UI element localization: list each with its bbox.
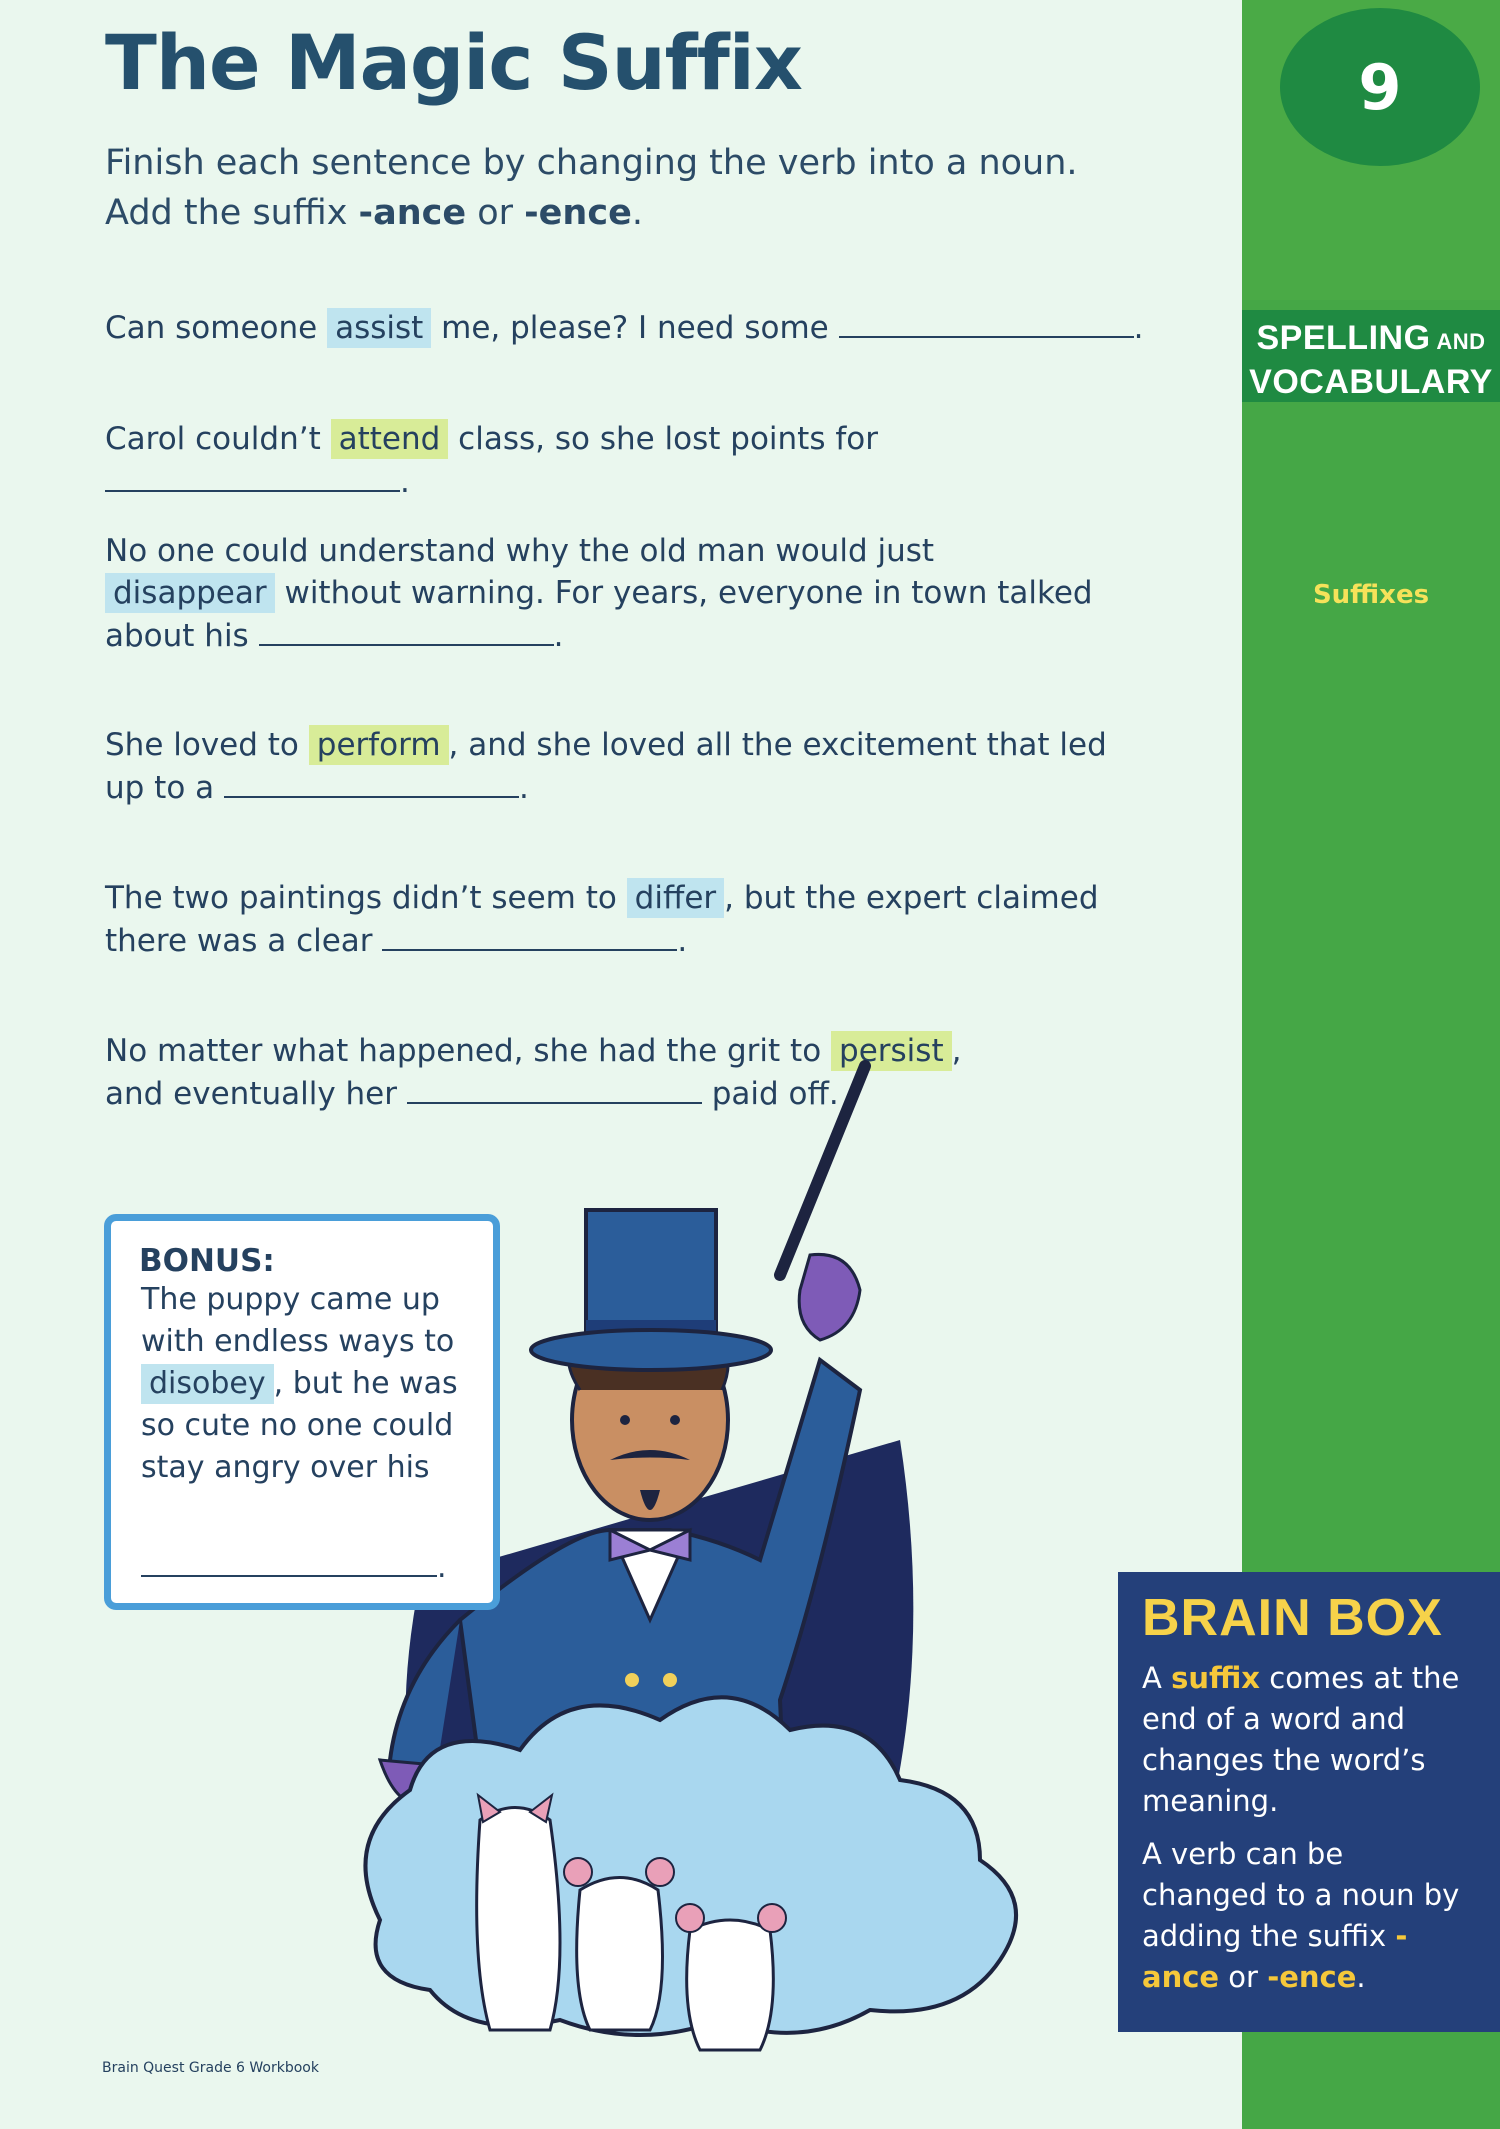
brain-keyword: suffix xyxy=(1171,1661,1261,1695)
topic-label: Suffixes xyxy=(1312,580,1430,610)
answer-blank[interactable] xyxy=(259,614,554,646)
glove-icon xyxy=(799,1254,860,1340)
page-title: The Magic Suffix xyxy=(105,18,802,107)
sentence-1 xyxy=(105,306,1165,349)
cat-icon xyxy=(477,1808,560,2031)
sentence-end: . xyxy=(519,770,529,806)
sentence-4 xyxy=(105,724,1155,809)
section-label-line2: VOCABULARY xyxy=(1249,363,1493,401)
instructions-or: or xyxy=(466,193,525,233)
sentence-end: paid off. xyxy=(701,1076,839,1112)
brain-box-paragraph-2 xyxy=(1142,1834,1476,1998)
verb-highlight: differ xyxy=(627,878,724,918)
instructions-prefix: Add the suffix xyxy=(105,193,359,233)
suffix-ence: -ence xyxy=(524,193,632,233)
mouse-icon xyxy=(577,1878,663,2031)
bonus-box xyxy=(104,1214,500,1610)
sentence-end: . xyxy=(1133,310,1144,346)
bonus-text-after: , but he was so cute no one could stay angry over his xyxy=(141,1366,458,1485)
sentence-text: The two paintings didn’t seem to xyxy=(105,880,627,916)
verb-highlight: perform xyxy=(309,725,449,765)
bonus-text xyxy=(141,1279,471,1589)
sentence-text: No matter what happened, she had the grit to xyxy=(105,1033,832,1069)
brain-keyword: -ence xyxy=(1267,1960,1357,1994)
brain-box xyxy=(1118,1572,1500,2032)
sentence-end: . xyxy=(400,464,410,500)
page-number: 9 xyxy=(1358,50,1402,124)
sentence-text: class, so she lost points for xyxy=(448,421,878,457)
page-number-badge xyxy=(1280,8,1480,166)
bonus-text-before: The puppy came up with endless ways to xyxy=(141,1282,455,1359)
sentence-3 xyxy=(105,530,1105,657)
sentence-text: No one could understand why the old man would just xyxy=(105,533,935,569)
answer-blank[interactable] xyxy=(105,460,400,492)
section-label-and: AND xyxy=(1430,329,1486,354)
answer-blank[interactable] xyxy=(839,306,1134,338)
answer-blank[interactable] xyxy=(141,1545,437,1577)
brain-box-title: BRAIN BOX xyxy=(1142,1589,1443,1647)
sentence-text: , and eventually her xyxy=(105,1033,962,1112)
brain-text: comes at the end of a word and changes the word’s meaning. xyxy=(1142,1661,1460,1818)
sentence-2 xyxy=(105,418,1165,503)
bonus-end: . xyxy=(437,1550,447,1585)
sentence-text: , but the expert claimed there was a clear xyxy=(105,880,1099,959)
answer-blank[interactable] xyxy=(382,919,677,951)
instructions-period: . xyxy=(631,193,643,233)
footer-text: Brain Quest Grade 6 Workbook xyxy=(102,2060,319,2076)
verb-highlight: disappear xyxy=(105,573,275,613)
sentence-5 xyxy=(105,877,1155,962)
sentence-text: without warning. For years, everyone in town talked about his xyxy=(105,575,1093,654)
section-label-line1: SPELLING xyxy=(1256,319,1431,357)
verb-highlight: disobey xyxy=(141,1364,274,1404)
brain-text: or xyxy=(1219,1960,1268,1994)
sentence-text: me, please? I need some xyxy=(431,310,839,346)
sentence-text: She loved to xyxy=(105,727,309,763)
wand-icon xyxy=(780,1066,865,1275)
verb-highlight: persist xyxy=(831,1031,952,1071)
sentence-end: . xyxy=(677,923,688,959)
mouse-icon xyxy=(687,1920,774,2050)
brain-text: A xyxy=(1142,1661,1172,1695)
suffix-ance: -ance xyxy=(358,193,467,233)
brain-keyword: -ance xyxy=(1142,1919,1408,1994)
sentence-text: Can someone xyxy=(105,310,328,346)
answer-blank[interactable] xyxy=(224,766,519,798)
verb-highlight: assist xyxy=(327,308,431,348)
instructions xyxy=(105,138,1155,238)
brain-box-paragraph-1 xyxy=(1142,1658,1476,1822)
sentence-text: Carol couldn’t xyxy=(105,421,331,457)
instructions-line2 xyxy=(105,188,1155,238)
sentence-text: , and she loved all the excitement that led up to a xyxy=(105,727,1107,806)
bonus-title: BONUS: xyxy=(139,1243,275,1279)
section-label xyxy=(1242,310,1500,402)
instructions-line1: Finish each sentence by changing the verb into a noun. xyxy=(105,143,1078,183)
verb-highlight: attend xyxy=(331,419,449,459)
brain-text: . xyxy=(1356,1960,1366,1994)
sentence-end: . xyxy=(553,618,564,654)
brain-text: A verb can be changed to a noun by adding the suffix xyxy=(1142,1837,1460,1953)
